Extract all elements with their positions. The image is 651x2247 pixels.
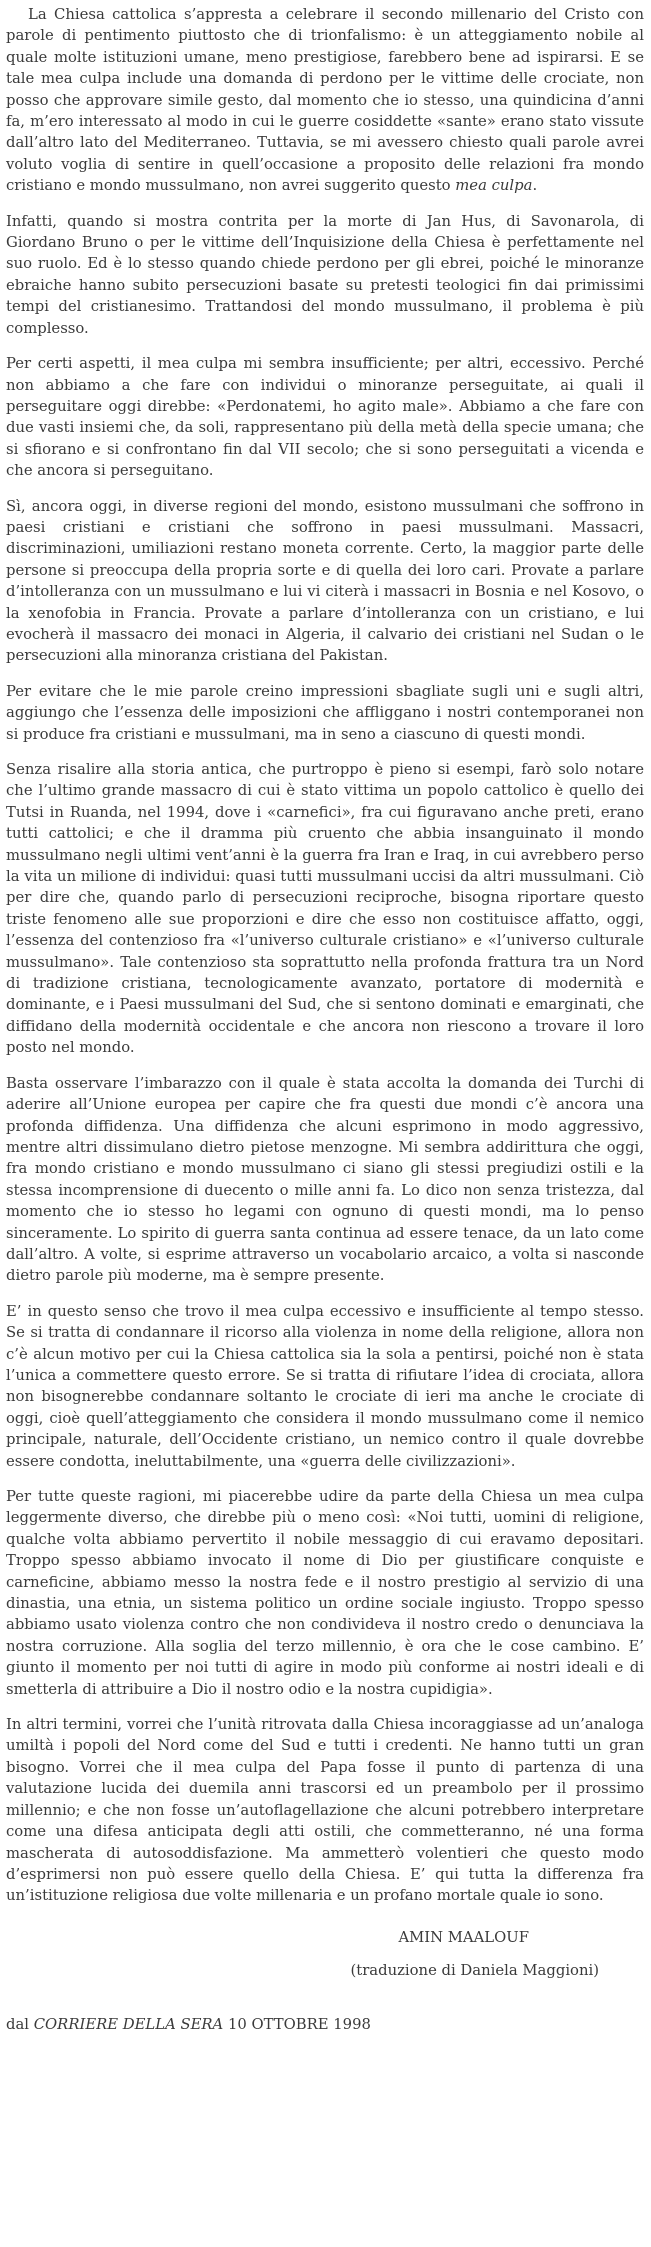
article-paragraph bbox=[6, 1073, 644, 1287]
paragraph-text: Sì, ancora oggi, in diverse regioni del mondo, esistono mussulmani che soffrono in paesi cristiani e cristiani che soffrono in paesi mussulmani. Massacri, discriminazioni, umiliazioni restano moneta corrente. Certo, la maggior parte delle persone si preoccupa della propria sorte e di quella dei loro cari. Provate a parlare d’intolleranza con un mussulmano e lui vi citerà i massacri in Bosnia e nel Kosovo, o la xenofobia in Francia. Provate a parlare d’intolleranza con un cristiano, e lui evocherà il massacro dei monaci in Algeria, il calvario dei cristiani nel Sudan o le persecuzioni alla minoranza cristiana del Pakistan. bbox=[6, 497, 644, 665]
source-date: 10 OTTOBRE 1998 bbox=[223, 2015, 371, 2033]
paragraph-text: E’ in questo senso che trovo il mea culpa eccessivo e insufficiente al tempo stesso. Se si tratta di condannare il ricorso alla violenza in nome della religione, allora non c’è alcun motivo per cui la Chiesa cattolica sia la sola a pentirsi, poiché non è stata l’unica a commettere questo errore. Se si tratta di rifiutare l’idea di crociata, allora non bisognerebbe condannare soltanto le crociate di ieri ma anche le crociate di oggi, cioè quell’atteggiamento che considera il mondo mussulmano come il nemico principale, naturale, dell’Occidente cristiano, un nemico contro il quale dovrebbe essere condotta, ineluttabilmente, una «guerra delle civilizzazioni». bbox=[6, 1302, 644, 1470]
source-publication: CORRIERE DELLA SERA bbox=[33, 2015, 224, 2033]
article-paragraph bbox=[6, 211, 644, 339]
italic-phrase: mea culpa bbox=[455, 177, 533, 195]
paragraph-text: Per evitare che le mie parole creino impressioni sbagliate sugli uni e sugli altri, aggiungo che l’essenza delle imposizioni che affliggano i nostri contemporanei non si produce fra cristiani e mussulmani, ma in seno a ciascuno di questi mondi. bbox=[6, 682, 644, 743]
source-prefix: dal bbox=[6, 2015, 34, 2033]
paragraph-text: Per tutte queste ragioni, mi piacerebbe udire da parte della Chiesa un mea culpa leggermente diverso, che direbbe più o meno così: «Noi tutti, uomini di religione, qualche volta abbiamo pervertito il nobile messaggio di cui eravamo depositari. Troppo spesso abbiamo invocato il nome di Dio per giustificare conquiste e carneficine, abbiamo messo la nostra fede e il nostro prestigio al servizio di una dinastia, una etnia, un sistema politico un ordine sociale ingiusto. Troppo spesso abbiamo usato violenza contro che non condivideva il nostro credo o denunciava la nostra corruzione. Alla soglia del terzo millennio, è ora che le cose cambino. E’ giunto il momento per noi tutti di agire in modo più conforme ai nostri ideali e di smetterla di attribuire a Dio il nostro odio e la nostra cupidigia». bbox=[6, 1488, 644, 1698]
paragraph-text: Senza risalire alla storia antica, che purtroppo è pieno si esempi, farò solo notare che l’ultimo grande massacro di cui è stato vittima un popolo cattolico è quello dei Tutsi in Ruanda, nel 1994, dove i «carnefici», fra cui figuravano anche preti, erano tutti cattolici; e che il dramma più cruento che abbia insanguinato il mondo mussulmano negli ultimi vent’anni è la guerra fra Iran e Iraq, in cui avrebbero perso la vita un milione di individui: quasi tutti mussulmani uccisi da altri mussulmani. Ciò per dire che, quando parlo di persecuzioni reciproche, bisogna riportare questo triste fenomeno alle sue proporzioni e dire che esso non costituisce affatto, oggi, l’essenza del contenzioso fra «l’universo culturale cristiano» e «l’universo culturale mussulmano». Tale contenzioso sta soprattutto nella profonda frattura tra un Nord di tradizione cristiana, tecnologicamente avanzato, portatore di modernità e dominante, e i Paesi mussulmani del Sud, che si sentono dominati e emarginati, che diffidano della modernità occidentale e che ancora non riescono a trovare il loro posto nel mondo. bbox=[6, 761, 644, 1057]
source-line bbox=[6, 2014, 644, 2035]
article-paragraph bbox=[6, 496, 644, 667]
article-paragraph bbox=[6, 1301, 644, 1472]
author-signature: AMIN MAALOUF bbox=[398, 1928, 529, 1946]
paragraph-text: . bbox=[532, 177, 538, 195]
paragraph-text: Per certi aspetti, il mea culpa mi sembra insufficiente; per altri, eccessivo. Perché non abbiamo a che fare con individui o minoranze perseguitate, ai quali il perseguitare oggi direbbe: «Perdonatemi, ho agito male». Abbiamo a che fare con due vasti insiemi che, da soli, rappresentano più della metà della specie umana; che si sfiorano e si confrontano fin dal VII secolo; che si sono perseguitati a vicenda e che ancora si perseguitano. bbox=[6, 355, 644, 480]
paragraph-text: Basta osservare l’imbarazzo con il quale è stata accolta la domanda dei Turchi di aderire all’Unione europea per capire che fra questi due mondi c’è ancora una profonda diffidenza. Una diffidenza che alcuni esprimono in modo aggressivo, mentre altri dissimulano dietro pietose menzogne. Mi sembra addirittura che oggi, fra mondo cristiano e mondo mussulmano ci siano gli stessi pregiudizi ostili e la stessa incomprensione di duecento o mille anni fa. Lo dico non senza tristezza, dal momento che io stesso ho legami con ognuno di questi mondi, ma lo penso sinceramente. Lo spirito di guerra santa continua ad essere tenace, da un lato come dall’altro. A volte, si esprime attraverso un vocabolario arcaico, a volta si nasconde dietro parole più moderne, ma è sempre presente. bbox=[6, 1074, 644, 1285]
article-paragraph bbox=[6, 4, 644, 197]
paragraph-text: In altri termini, vorrei che l’unità ritrovata dalla Chiesa incoraggiasse ad un’analoga umiltà i popoli del Nord come del Sud e tutti i credenti. Ne hanno tutti un gran bisogno. Vorrei che il mea culpa del Papa fosse il punto di partenza di una valutazione lucida dei duemila anni trascorsi ed un preambolo per il prossimo millennio; e che non fosse un’autoflagellazione che alcuni potrebbero interpretare come una difesa anticipata degli atti ostili, che commetteranno, né una forma mascherata di autosoddisfazione. Ma ammetterò volentieri che questo modo d’esprimersi non può essere quello della Chiesa. E’ qui tutta la differenza fra un’istituzione religiosa due volte millenaria e un profano mortale quale io sono. bbox=[6, 1716, 644, 1905]
paragraph-text: La Chiesa cattolica s’appresta a celebrare il secondo millenario del Cristo con parole di pentimento piuttosto che di trionfalismo: è un atteggiamento nobile al quale molte istituzioni umane, meno prestigiose, farebbero bene ad ispirarsi. E se tale mea culpa include una domanda di perdono per le vittime delle crociate, non posso che approvare simile gesto, dal momento che io stesso, una quindicina d’anni fa, m’ero interessato al modo in cui le guerre cosiddette «sante» erano stato vissute dall’altro lato del Mediterraneo. Tuttavia, se mi avessero chiesto quali parole avrei voluto voglia di sentire in quell’occasione a proposito delle relazioni fra mondo cristiano e mondo mussulmano, non avrei suggerito questo bbox=[6, 6, 644, 195]
article-paragraph bbox=[6, 681, 644, 745]
paragraph-text: Infatti, quando si mostra contrita per la morte di Jan Hus, di Savonarola, di Giordano Bruno o per le vittime dell’Inquisizione della Chiesa è perfettamente nel suo ruolo. Ed è lo stesso quando chiede perdono per gli ebrei, poiché le minoranze ebraiche hanno subito persecuzioni basate su pretesti teologici fin dai primissimi tempi del cristianesimo. Trattandosi del mondo mussulmano, il problema è più complesso. bbox=[6, 212, 644, 337]
article-paragraph bbox=[6, 353, 644, 481]
article-paragraph bbox=[6, 759, 644, 1059]
article-paragraph bbox=[6, 1714, 644, 1907]
translator-credit: (traduzione di Daniela Maggioni) bbox=[350, 1962, 599, 1980]
article-paragraph bbox=[6, 1486, 644, 1700]
article-body bbox=[6, 4, 644, 1907]
